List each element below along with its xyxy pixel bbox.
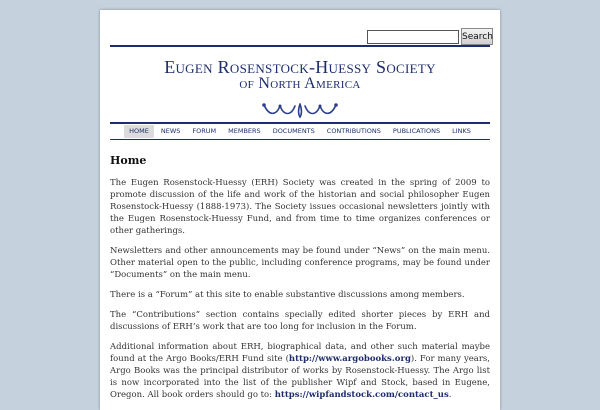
argo-text-before: Additional information about ERH, biographical data, and other such material maybe found at the Argo Books/ERH Fund site ( xyxy=(110,342,490,364)
nav-item-documents[interactable]: DOCUMENTS xyxy=(272,127,315,135)
flourish-ornament-icon xyxy=(260,98,340,120)
nav-item-contributions[interactable]: CONTRIBUTIONS xyxy=(326,127,381,135)
argo-text-after: . xyxy=(448,390,452,400)
nav-item-news[interactable]: NEWS xyxy=(160,127,181,135)
site-title-line2[interactable]: of North America xyxy=(239,75,361,92)
news-paragraph: Newsletters and other announcements may be found under “News” on the main menu. Other material open to the public, including conference programs, may be found under “Documents” on the main menu. xyxy=(110,246,490,280)
nav-top-rule xyxy=(110,122,490,124)
nav-bottom-rule xyxy=(110,139,490,140)
forum-paragraph: There is a “Forum” at this site to enable substantive discussions among members. xyxy=(110,290,465,300)
search-button[interactable]: Search xyxy=(461,28,493,45)
intro-paragraph: The Eugen Rosenstock-Huessy (ERH) Society was created in the spring of 2009 to promote discussion of the life and work of the historian and social philosopher Eugen Rosenstock-Huessy (1888-1973). The Society issues occasional newsletters jointly with the Eugen Rosenstock-Huessy Fund, and from time to time organizes conferences or other gatherings. xyxy=(110,178,490,236)
main-content xyxy=(110,154,490,409)
nav-item-members[interactable]: MEMBERS xyxy=(228,127,261,135)
argo-text-middle: ). For many years, Argo Books was the principal distributor of works by Rosenstock-Huessy. The Argo list is now incorporated into the list of the publisher Wipf and Stock, based in Eugene, Oregon. All book orders should go to: xyxy=(110,354,490,400)
nav-item-forum[interactable]: FORUM xyxy=(192,127,217,135)
wipfandstock-link[interactable]: https://wipfandstock.com/contact_us xyxy=(274,390,449,400)
search-input[interactable] xyxy=(367,30,459,44)
nav-item-home[interactable]: HOME xyxy=(124,125,154,138)
contributions-paragraph: The “Contributions” section contains specially edited shorter pieces by ERH and discussions of ERH’s work that are too long for inclusion in the Forum. xyxy=(110,310,490,332)
argobooks-link[interactable]: http://www.argobooks.org xyxy=(288,354,411,364)
page-container xyxy=(100,10,500,410)
argo-paragraph xyxy=(110,341,490,401)
search-bar xyxy=(367,28,493,45)
site-title-line1[interactable]: Eugen Rosenstock-Huessy Society xyxy=(164,57,436,77)
header-top-rule xyxy=(110,45,490,47)
nav-item-publications[interactable]: PUBLICATIONS xyxy=(392,127,441,135)
main-menu xyxy=(110,125,490,138)
nav-item-links[interactable]: LINKS xyxy=(452,127,471,135)
page-title: Home xyxy=(110,154,147,167)
